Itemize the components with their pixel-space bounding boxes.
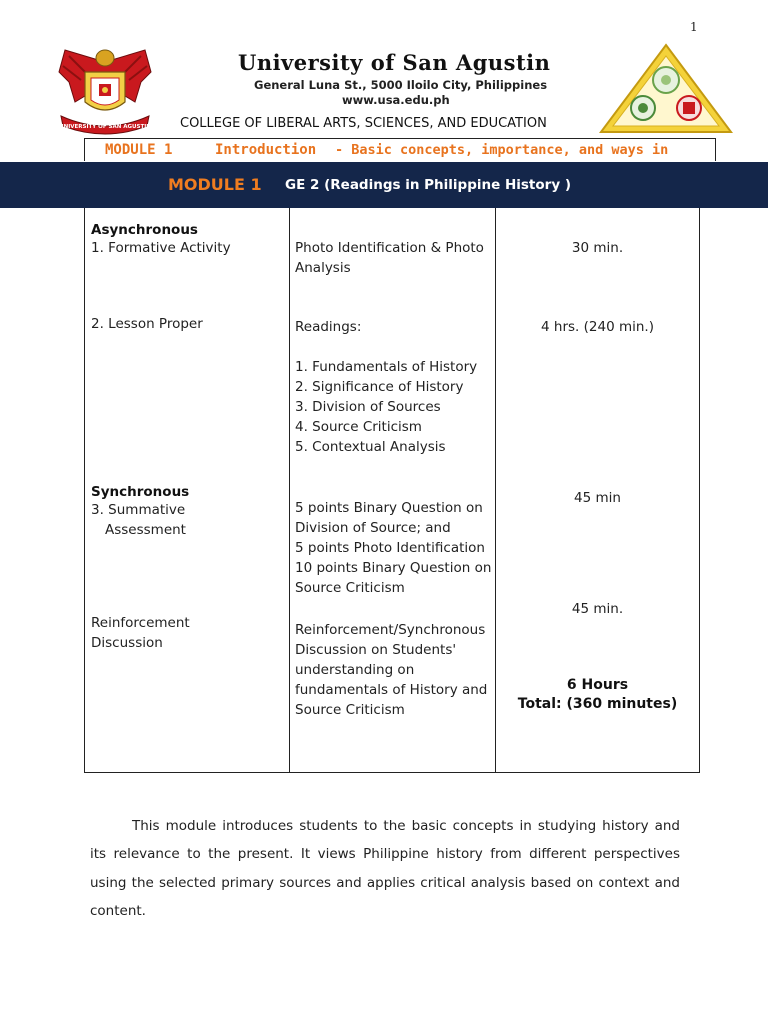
asynchronous-heading: Asynchronous [91, 222, 198, 238]
lesson-proper: 2. Lesson Proper [91, 316, 203, 332]
reinforcement-discussion: Reinforcement Discussion [91, 615, 190, 651]
strip-module-subtitle: - Basic concepts, importance, and ways in [335, 142, 669, 158]
summative-detail: 5 points Binary Question on Division of Source; and 5 points Photo Identification 10 points Binary Question on Source Criticism [295, 500, 492, 596]
university-seal-left [55, 42, 155, 137]
college-name: COLLEGE OF LIBERAL ARTS, SCIENCES, AND EDUCATION [180, 116, 547, 131]
strip-module-label: MODULE 1 [105, 142, 173, 158]
summative-time: 45 min [574, 490, 621, 506]
lesson-time: 4 hrs. (240 min.) [541, 319, 654, 335]
list-item: 2. Significance of History [295, 379, 464, 395]
total-hours: 6 Hours [566, 677, 629, 693]
summative-assessment: 3. Summative Assessment [91, 502, 186, 538]
list-item: 4. Source Criticism [295, 419, 422, 435]
formative-activity: 1. Formative Activity [91, 240, 231, 256]
list-item: 5. Contextual Analysis [295, 439, 446, 455]
page-number: 1 [690, 20, 698, 34]
total-minutes: Total: (360 minutes) [517, 696, 678, 712]
list-item: 1. Fundamentals of History [295, 359, 478, 375]
college-seal-right [597, 42, 735, 137]
university-website: www.usa.edu.ph [342, 93, 450, 107]
reinforcement-detail: Reinforcement/Synchronous Discussion on Students' understanding on fundamentals of History and Source Criticism [295, 622, 488, 718]
reinforcement-time: 45 min. [571, 601, 624, 617]
formative-time: 30 min. [571, 240, 624, 256]
list-item: 3. Division of Sources [295, 399, 441, 415]
synchronous-heading: Synchronous [91, 484, 190, 500]
formative-detail: Photo Identification & Photo Analysis [295, 240, 484, 276]
university-name: University of San Agustin [238, 50, 551, 75]
banner-course-title: GE 2 (Readings in Philippine History ) [285, 177, 571, 193]
svg-text:UNIVERSITY OF SAN AGUSTIN: UNIVERSITY OF SAN AGUSTIN [59, 124, 151, 130]
schedule-table [84, 208, 700, 773]
banner-module-label: MODULE 1 [168, 175, 262, 194]
module-summary-paragraph: This module introduces students to the basic concepts in studying history and its relevance to the present. It views Philippine history from different perspectives using the selected primary sources and applies critical analysis based on context and content. [90, 817, 680, 919]
column-divider [289, 208, 290, 772]
readings-list [295, 357, 477, 457]
university-address: General Luna St., 5000 Iloilo City, Philippines [254, 78, 548, 92]
module-title-strip [84, 138, 716, 161]
strip-module-title: Introduction [215, 142, 317, 158]
readings-label: Readings: [295, 319, 362, 335]
